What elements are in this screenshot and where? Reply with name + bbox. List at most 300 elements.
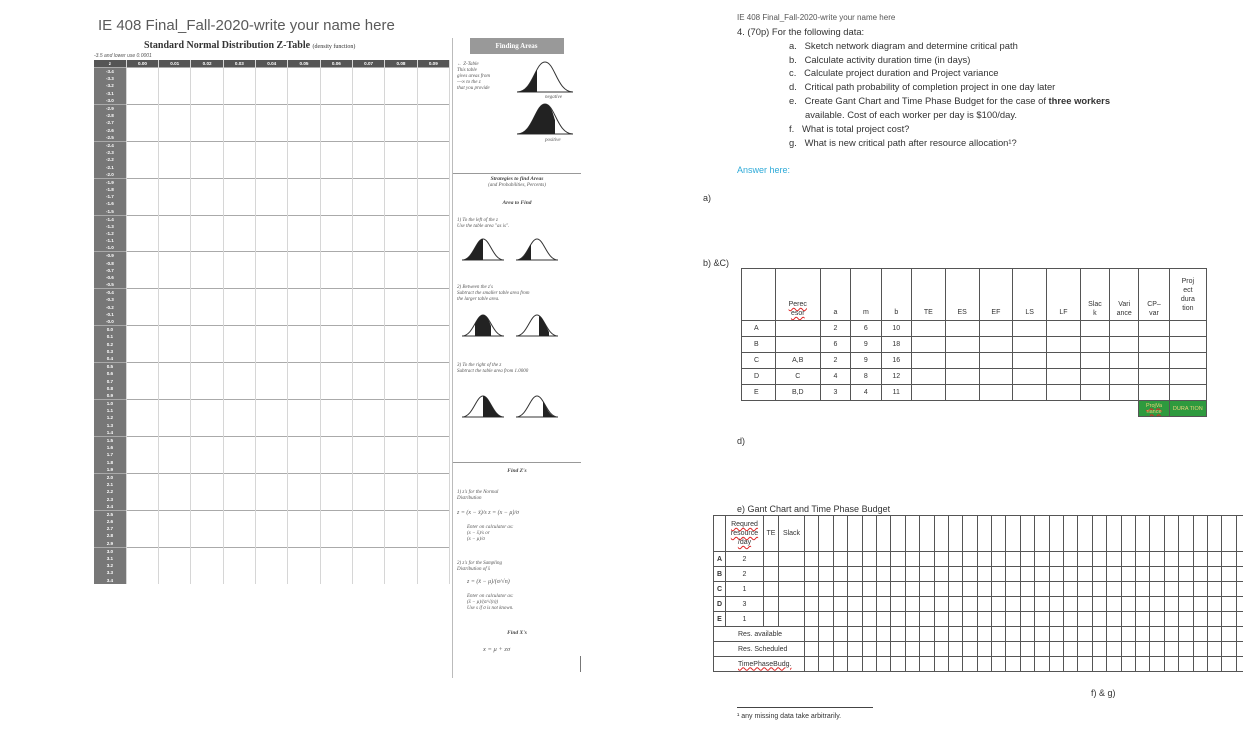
gantt-day-cell[interactable] [848, 612, 862, 627]
gantt-day-cell[interactable] [977, 567, 991, 582]
gantt-answer-cell[interactable] [764, 597, 779, 612]
gantt-day-header-cell[interactable] [977, 516, 991, 552]
gantt-summary-cell[interactable] [862, 627, 876, 642]
activity-b-cell[interactable]: 16 [881, 353, 911, 369]
gantt-summary-cell[interactable] [848, 657, 862, 672]
gantt-day-cell[interactable] [1236, 582, 1243, 597]
activity-pred-cell[interactable]: B,D [775, 385, 820, 401]
activity-answer-cell[interactable] [979, 385, 1013, 401]
gantt-answer-cell[interactable] [764, 582, 779, 597]
gantt-summary-cell[interactable] [805, 627, 819, 642]
gantt-summary-cell[interactable] [1078, 627, 1092, 642]
gantt-day-cell[interactable] [862, 597, 876, 612]
gantt-day-cell[interactable] [1107, 552, 1121, 567]
gantt-required-resource-cell[interactable]: 2 [726, 552, 764, 567]
gantt-day-cell[interactable] [1121, 552, 1135, 567]
gantt-day-cell[interactable] [1207, 552, 1221, 567]
gantt-day-header-cell[interactable] [934, 516, 948, 552]
gantt-day-header-cell[interactable] [891, 516, 905, 552]
gantt-summary-cell[interactable] [1049, 642, 1063, 657]
gantt-day-cell[interactable] [833, 567, 847, 582]
gantt-day-cell[interactable] [1107, 597, 1121, 612]
gantt-summary-cell[interactable] [992, 627, 1006, 642]
gantt-day-header-cell[interactable] [992, 516, 1006, 552]
gantt-summary-cell[interactable] [876, 657, 890, 672]
gantt-day-cell[interactable] [1006, 567, 1020, 582]
activity-answer-cell[interactable] [1110, 353, 1139, 369]
gantt-summary-cell[interactable] [1035, 627, 1049, 642]
gantt-day-cell[interactable] [862, 552, 876, 567]
activity-answer-cell[interactable] [1169, 369, 1206, 385]
gantt-day-cell[interactable] [948, 567, 962, 582]
gantt-day-cell[interactable] [1207, 567, 1221, 582]
gantt-summary-cell[interactable] [805, 642, 819, 657]
gantt-summary-cell[interactable] [1020, 657, 1034, 672]
gantt-day-cell[interactable] [905, 552, 919, 567]
gantt-answer-cell[interactable] [764, 552, 779, 567]
gantt-day-cell[interactable] [1078, 597, 1092, 612]
gantt-summary-cell[interactable] [977, 642, 991, 657]
gantt-day-cell[interactable] [977, 612, 991, 627]
gantt-day-cell[interactable] [1164, 612, 1178, 627]
gantt-summary-cell[interactable] [1121, 627, 1135, 642]
gantt-day-header-cell[interactable] [1121, 516, 1135, 552]
gantt-summary-cell[interactable] [1064, 657, 1078, 672]
gantt-summary-cell[interactable] [948, 627, 962, 642]
gantt-day-cell[interactable] [833, 582, 847, 597]
gantt-answer-cell[interactable] [779, 582, 805, 597]
gantt-day-header-cell[interactable] [1236, 516, 1243, 552]
gantt-day-cell[interactable] [1164, 582, 1178, 597]
gantt-summary-cell[interactable] [905, 627, 919, 642]
gantt-day-cell[interactable] [1236, 552, 1243, 567]
activity-answer-cell[interactable] [1169, 337, 1206, 353]
activity-m-cell[interactable]: 4 [851, 385, 881, 401]
gantt-day-cell[interactable] [805, 582, 819, 597]
gantt-day-cell[interactable] [948, 582, 962, 597]
gantt-day-cell[interactable] [1006, 552, 1020, 567]
activity-answer-cell[interactable] [1080, 369, 1109, 385]
gantt-summary-cell[interactable] [963, 627, 977, 642]
gantt-summary-cell[interactable] [1135, 657, 1149, 672]
activity-answer-cell[interactable] [1139, 369, 1169, 385]
gantt-day-cell[interactable] [1035, 612, 1049, 627]
gantt-day-header-cell[interactable] [862, 516, 876, 552]
gantt-summary-cell[interactable] [1207, 642, 1221, 657]
gantt-day-header-cell[interactable] [1020, 516, 1034, 552]
activity-b-cell[interactable]: 18 [881, 337, 911, 353]
gantt-day-cell[interactable] [805, 552, 819, 567]
gantt-summary-cell[interactable] [920, 627, 934, 642]
gantt-day-header-cell[interactable] [948, 516, 962, 552]
gantt-summary-cell[interactable] [1078, 657, 1092, 672]
gantt-day-cell[interactable] [1135, 552, 1149, 567]
activity-a-cell[interactable]: 3 [820, 385, 850, 401]
activity-answer-cell[interactable] [1047, 369, 1081, 385]
gantt-answer-cell[interactable] [779, 567, 805, 582]
gantt-day-cell[interactable] [819, 612, 833, 627]
activity-pred-cell[interactable]: A,B [775, 353, 820, 369]
gantt-summary-cell[interactable] [1135, 627, 1149, 642]
gantt-day-cell[interactable] [1236, 567, 1243, 582]
gantt-day-cell[interactable] [905, 567, 919, 582]
gantt-summary-cell[interactable] [1193, 657, 1207, 672]
gantt-day-cell[interactable] [1135, 597, 1149, 612]
gantt-summary-cell[interactable] [848, 627, 862, 642]
gantt-day-cell[interactable] [1078, 582, 1092, 597]
gantt-day-header-cell[interactable] [819, 516, 833, 552]
gantt-day-cell[interactable] [977, 597, 991, 612]
activity-answer-cell[interactable] [1080, 353, 1109, 369]
activity-answer-cell[interactable] [1169, 385, 1206, 401]
gantt-day-cell[interactable] [1064, 552, 1078, 567]
activity-answer-cell[interactable] [945, 337, 979, 353]
gantt-summary-cell[interactable] [1193, 627, 1207, 642]
gantt-day-cell[interactable] [992, 582, 1006, 597]
gantt-summary-cell[interactable] [1107, 657, 1121, 672]
gantt-day-cell[interactable] [805, 567, 819, 582]
gantt-day-cell[interactable] [1064, 567, 1078, 582]
gantt-day-cell[interactable] [1135, 612, 1149, 627]
gantt-day-cell[interactable] [848, 552, 862, 567]
project-variance-cell[interactable] [1139, 401, 1169, 417]
gantt-day-cell[interactable] [1092, 552, 1106, 567]
gantt-summary-cell[interactable] [948, 657, 962, 672]
gantt-day-header-cell[interactable] [920, 516, 934, 552]
gantt-day-cell[interactable] [891, 597, 905, 612]
gantt-summary-cell[interactable] [833, 657, 847, 672]
gantt-day-cell[interactable] [1020, 582, 1034, 597]
activity-answer-cell[interactable] [1139, 321, 1169, 337]
activity-m-cell[interactable]: 9 [851, 337, 881, 353]
gantt-day-header-cell[interactable] [1092, 516, 1106, 552]
gantt-summary-cell[interactable] [1179, 657, 1193, 672]
activity-answer-cell[interactable] [945, 321, 979, 337]
gantt-day-cell[interactable] [1222, 597, 1236, 612]
gantt-day-cell[interactable] [833, 612, 847, 627]
gantt-day-cell[interactable] [977, 552, 991, 567]
gantt-day-cell[interactable] [920, 567, 934, 582]
gantt-day-cell[interactable] [1150, 582, 1164, 597]
gantt-day-cell[interactable] [1020, 597, 1034, 612]
gantt-day-cell[interactable] [948, 612, 962, 627]
gantt-day-cell[interactable] [876, 597, 890, 612]
duration-cell[interactable] [1169, 401, 1206, 417]
activity-answer-cell[interactable] [979, 369, 1013, 385]
gantt-day-cell[interactable] [1222, 552, 1236, 567]
activity-pred-cell[interactable]: C [775, 369, 820, 385]
gantt-day-cell[interactable] [1179, 612, 1193, 627]
gantt-summary-cell[interactable] [833, 627, 847, 642]
activity-answer-cell[interactable] [1047, 321, 1081, 337]
gantt-day-header-cell[interactable] [1135, 516, 1149, 552]
activity-answer-cell[interactable] [1013, 353, 1047, 369]
activity-answer-cell[interactable] [1013, 369, 1047, 385]
gantt-day-cell[interactable] [920, 612, 934, 627]
activity-answer-cell[interactable] [945, 385, 979, 401]
gantt-summary-cell[interactable] [876, 627, 890, 642]
activity-answer-cell[interactable] [1110, 321, 1139, 337]
gantt-answer-cell[interactable] [764, 612, 779, 627]
gantt-day-header-cell[interactable] [805, 516, 819, 552]
gantt-summary-cell[interactable] [1222, 642, 1236, 657]
gantt-day-cell[interactable] [1121, 567, 1135, 582]
gantt-day-header-cell[interactable] [905, 516, 919, 552]
gantt-day-cell[interactable] [992, 567, 1006, 582]
gantt-day-cell[interactable] [1207, 597, 1221, 612]
gantt-day-cell[interactable] [1064, 582, 1078, 597]
gantt-answer-cell[interactable] [779, 612, 805, 627]
gantt-summary-cell[interactable] [977, 627, 991, 642]
gantt-day-cell[interactable] [1078, 552, 1092, 567]
activity-answer-cell[interactable] [1013, 321, 1047, 337]
gantt-summary-cell[interactable] [905, 642, 919, 657]
gantt-day-cell[interactable] [1150, 567, 1164, 582]
activity-answer-cell[interactable] [1139, 337, 1169, 353]
activity-answer-cell[interactable] [1013, 385, 1047, 401]
gantt-day-cell[interactable] [848, 582, 862, 597]
gantt-day-cell[interactable] [1207, 612, 1221, 627]
gantt-day-cell[interactable] [1020, 567, 1034, 582]
gantt-day-cell[interactable] [1135, 582, 1149, 597]
gantt-day-header-cell[interactable] [1164, 516, 1178, 552]
gantt-summary-cell[interactable] [1164, 642, 1178, 657]
gantt-day-cell[interactable] [1150, 552, 1164, 567]
gantt-summary-cell[interactable] [891, 642, 905, 657]
gantt-day-cell[interactable] [876, 612, 890, 627]
gantt-day-cell[interactable] [934, 567, 948, 582]
gantt-required-resource-cell[interactable]: 1 [726, 582, 764, 597]
gantt-summary-cell[interactable] [1207, 627, 1221, 642]
gantt-day-cell[interactable] [934, 552, 948, 567]
activity-m-cell[interactable]: 8 [851, 369, 881, 385]
gantt-summary-cell[interactable] [992, 642, 1006, 657]
gantt-day-cell[interactable] [905, 597, 919, 612]
gantt-day-cell[interactable] [1035, 597, 1049, 612]
gantt-day-cell[interactable] [1092, 597, 1106, 612]
gantt-summary-cell[interactable] [1150, 642, 1164, 657]
gantt-day-cell[interactable] [1107, 582, 1121, 597]
gantt-day-header-cell[interactable] [1107, 516, 1121, 552]
gantt-day-cell[interactable] [934, 597, 948, 612]
gantt-day-cell[interactable] [862, 567, 876, 582]
activity-a-cell[interactable]: 4 [820, 369, 850, 385]
gantt-summary-cell[interactable] [1064, 627, 1078, 642]
gantt-summary-cell[interactable] [1049, 627, 1063, 642]
gantt-day-header-cell[interactable] [1035, 516, 1049, 552]
activity-answer-cell[interactable] [1139, 353, 1169, 369]
activity-answer-cell[interactable] [1047, 385, 1081, 401]
gantt-summary-cell[interactable] [1006, 657, 1020, 672]
gantt-day-cell[interactable] [1179, 582, 1193, 597]
gantt-day-cell[interactable] [1193, 582, 1207, 597]
gantt-day-cell[interactable] [992, 612, 1006, 627]
gantt-summary-cell[interactable] [1092, 657, 1106, 672]
gantt-day-cell[interactable] [819, 582, 833, 597]
activity-answer-cell[interactable] [979, 337, 1013, 353]
gantt-required-resource-cell[interactable]: 2 [726, 567, 764, 582]
gantt-day-header-cell[interactable] [1222, 516, 1236, 552]
gantt-day-cell[interactable] [1164, 597, 1178, 612]
activity-answer-cell[interactable] [945, 353, 979, 369]
gantt-day-cell[interactable] [819, 552, 833, 567]
gantt-day-cell[interactable] [963, 552, 977, 567]
gantt-day-cell[interactable] [1006, 582, 1020, 597]
gantt-day-cell[interactable] [1150, 597, 1164, 612]
gantt-day-header-cell[interactable] [1179, 516, 1193, 552]
activity-answer-cell[interactable] [911, 337, 945, 353]
gantt-summary-cell[interactable] [1164, 627, 1178, 642]
gantt-summary-cell[interactable] [934, 657, 948, 672]
gantt-day-cell[interactable] [819, 567, 833, 582]
gantt-day-cell[interactable] [891, 582, 905, 597]
gantt-summary-cell[interactable] [833, 642, 847, 657]
gantt-summary-cell[interactable] [1121, 657, 1135, 672]
activity-answer-cell[interactable] [979, 321, 1013, 337]
gantt-summary-cell[interactable] [1064, 642, 1078, 657]
gantt-day-cell[interactable] [1092, 582, 1106, 597]
gantt-day-cell[interactable] [948, 597, 962, 612]
gantt-day-cell[interactable] [1078, 567, 1092, 582]
gantt-day-cell[interactable] [876, 567, 890, 582]
gantt-day-cell[interactable] [1121, 597, 1135, 612]
gantt-summary-cell[interactable] [963, 642, 977, 657]
gantt-summary-cell[interactable] [819, 627, 833, 642]
gantt-summary-cell[interactable] [1179, 627, 1193, 642]
gantt-day-cell[interactable] [934, 582, 948, 597]
gantt-day-cell[interactable] [1207, 582, 1221, 597]
gantt-day-header-cell[interactable] [1150, 516, 1164, 552]
gantt-day-cell[interactable] [1092, 612, 1106, 627]
gantt-summary-cell[interactable] [905, 657, 919, 672]
gantt-summary-cell[interactable] [1006, 627, 1020, 642]
gantt-day-cell[interactable] [862, 612, 876, 627]
gantt-day-cell[interactable] [805, 612, 819, 627]
gantt-summary-cell[interactable] [1236, 627, 1243, 642]
gantt-day-cell[interactable] [1193, 597, 1207, 612]
gantt-day-cell[interactable] [1236, 597, 1243, 612]
gantt-day-cell[interactable] [905, 582, 919, 597]
activity-answer-cell[interactable] [1013, 337, 1047, 353]
gantt-required-resource-cell[interactable]: 1 [726, 612, 764, 627]
gantt-summary-cell[interactable] [1236, 657, 1243, 672]
gantt-day-cell[interactable] [1236, 612, 1243, 627]
gantt-summary-cell[interactable] [862, 642, 876, 657]
gantt-summary-cell[interactable] [1107, 642, 1121, 657]
gantt-summary-cell[interactable] [977, 657, 991, 672]
activity-pred-cell[interactable] [775, 321, 820, 337]
gantt-day-cell[interactable] [1049, 582, 1063, 597]
gantt-day-cell[interactable] [862, 582, 876, 597]
activity-answer-cell[interactable] [911, 321, 945, 337]
gantt-day-header-cell[interactable] [963, 516, 977, 552]
gantt-day-cell[interactable] [1064, 612, 1078, 627]
activity-m-cell[interactable]: 9 [851, 353, 881, 369]
gantt-summary-cell[interactable] [876, 642, 890, 657]
gantt-day-cell[interactable] [1179, 552, 1193, 567]
activity-answer-cell[interactable] [1169, 321, 1206, 337]
gantt-day-header-cell[interactable] [848, 516, 862, 552]
gantt-summary-cell[interactable] [1150, 627, 1164, 642]
gantt-day-cell[interactable] [1193, 552, 1207, 567]
gantt-day-cell[interactable] [1164, 552, 1178, 567]
activity-a-cell[interactable]: 6 [820, 337, 850, 353]
gantt-summary-cell[interactable] [1035, 642, 1049, 657]
gantt-day-cell[interactable] [805, 597, 819, 612]
gantt-day-cell[interactable] [905, 612, 919, 627]
gantt-day-cell[interactable] [891, 552, 905, 567]
gantt-summary-cell[interactable] [1035, 657, 1049, 672]
gantt-day-cell[interactable] [833, 552, 847, 567]
activity-answer-cell[interactable] [1169, 353, 1206, 369]
gantt-summary-cell[interactable] [1193, 642, 1207, 657]
gantt-day-cell[interactable] [1107, 567, 1121, 582]
gantt-summary-cell[interactable] [1207, 657, 1221, 672]
gantt-summary-cell[interactable] [1006, 642, 1020, 657]
gantt-day-cell[interactable] [992, 597, 1006, 612]
gantt-day-header-cell[interactable] [1006, 516, 1020, 552]
gantt-required-resource-cell[interactable]: 3 [726, 597, 764, 612]
gantt-summary-cell[interactable] [1092, 627, 1106, 642]
gantt-day-cell[interactable] [1035, 567, 1049, 582]
gantt-day-cell[interactable] [1064, 597, 1078, 612]
gantt-day-cell[interactable] [934, 612, 948, 627]
activity-b-cell[interactable]: 12 [881, 369, 911, 385]
gantt-summary-cell[interactable] [920, 642, 934, 657]
gantt-summary-cell[interactable] [1020, 642, 1034, 657]
activity-answer-cell[interactable] [1110, 337, 1139, 353]
activity-answer-cell[interactable] [1080, 321, 1109, 337]
gantt-summary-cell[interactable] [891, 657, 905, 672]
activity-answer-cell[interactable] [1110, 385, 1139, 401]
activity-answer-cell[interactable] [1047, 337, 1081, 353]
activity-answer-cell[interactable] [911, 353, 945, 369]
gantt-summary-cell[interactable] [992, 657, 1006, 672]
gantt-day-cell[interactable] [1193, 612, 1207, 627]
gantt-summary-cell[interactable] [1092, 642, 1106, 657]
activity-b-cell[interactable]: 10 [881, 321, 911, 337]
activity-m-cell[interactable]: 6 [851, 321, 881, 337]
gantt-day-cell[interactable] [891, 567, 905, 582]
activity-answer-cell[interactable] [1110, 369, 1139, 385]
gantt-day-cell[interactable] [948, 552, 962, 567]
gantt-day-header-cell[interactable] [833, 516, 847, 552]
gantt-day-cell[interactable] [1049, 552, 1063, 567]
gantt-day-header-cell[interactable] [1064, 516, 1078, 552]
gantt-day-cell[interactable] [876, 552, 890, 567]
gantt-day-cell[interactable] [1135, 567, 1149, 582]
gantt-day-cell[interactable] [1020, 612, 1034, 627]
gantt-day-cell[interactable] [1049, 612, 1063, 627]
gantt-day-cell[interactable] [848, 597, 862, 612]
gantt-day-cell[interactable] [833, 597, 847, 612]
gantt-summary-cell[interactable] [948, 642, 962, 657]
gantt-summary-cell[interactable] [920, 657, 934, 672]
gantt-day-cell[interactable] [1222, 612, 1236, 627]
gantt-summary-cell[interactable] [1179, 642, 1193, 657]
gantt-summary-cell[interactable] [891, 627, 905, 642]
activity-answer-cell[interactable] [1080, 337, 1109, 353]
gantt-day-cell[interactable] [876, 582, 890, 597]
gantt-summary-cell[interactable] [862, 657, 876, 672]
gantt-day-cell[interactable] [1179, 567, 1193, 582]
gantt-day-cell[interactable] [1078, 612, 1092, 627]
gantt-day-cell[interactable] [920, 552, 934, 567]
gantt-summary-cell[interactable] [819, 642, 833, 657]
gantt-day-cell[interactable] [963, 597, 977, 612]
gantt-day-cell[interactable] [1193, 567, 1207, 582]
gantt-summary-cell[interactable] [1049, 657, 1063, 672]
